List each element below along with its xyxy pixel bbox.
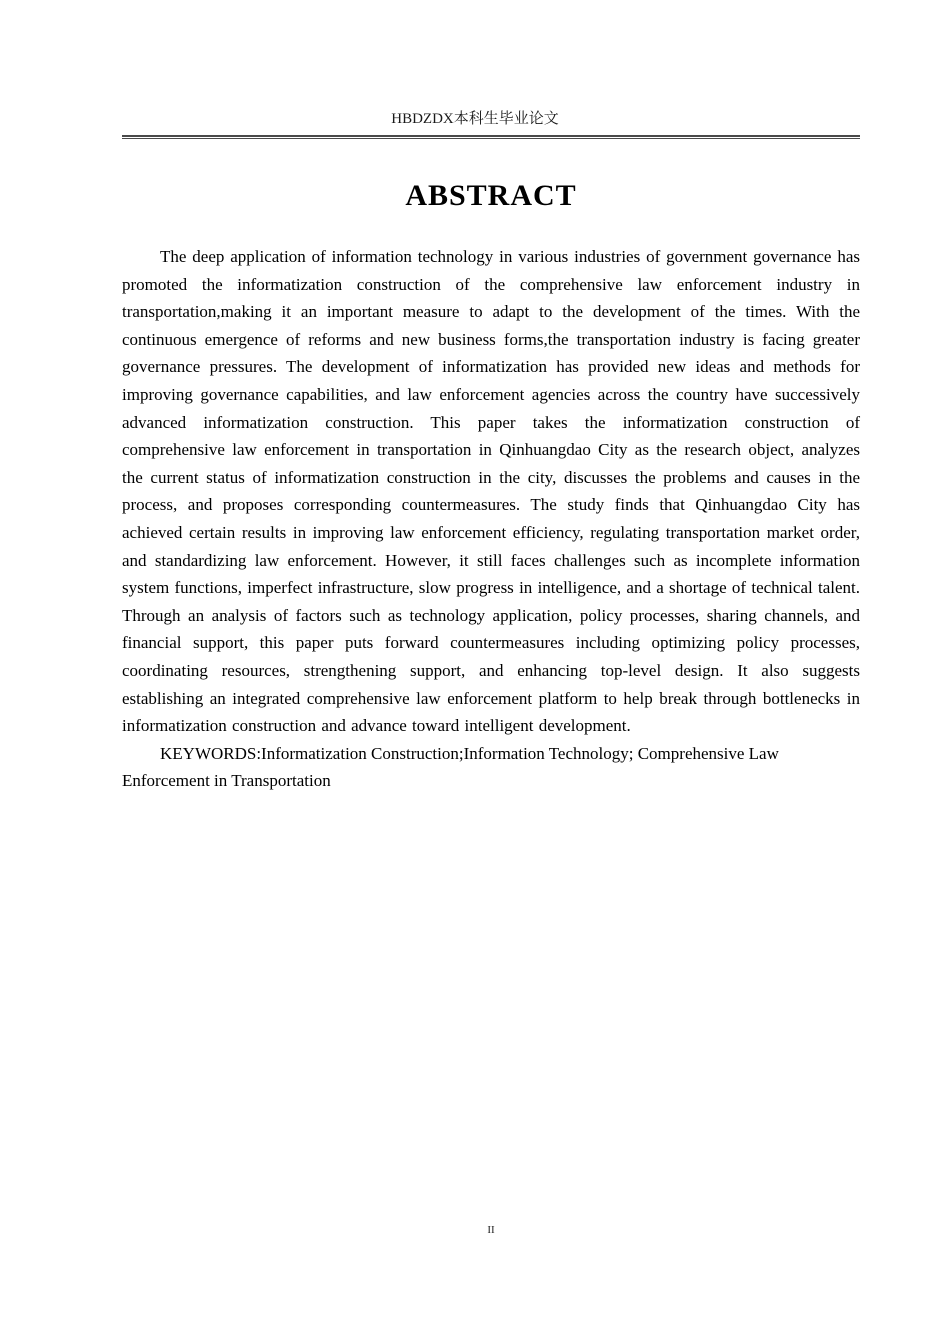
page-footer xyxy=(122,1224,860,1236)
header-double-rule xyxy=(122,135,860,139)
abstract-paragraph: The deep application of information technology in various industries of government governance has promoted the informatization construction of the comprehensive law enforcement industry in transportation,making it an important measure to adapt to the development of the times. With the continuous emergence of reforms and new business forms,the transportation industry is facing greater governance pressures. The development of informatization has provided new ideas and methods for improving governance capabilities, and law enforcement agencies across the country have successively advanced informatization construction. This paper takes the informatization construction of comprehensive law enforcement in transportation in Qinhuangdao City as the research object, analyzes the current status of informatization construction in the city, discusses the problems and causes in the process, and proposes corresponding countermeasures. The study finds that Qinhuangdao City has achieved certain results in improving law enforcement efficiency, regulating transportation market order, and standardizing law enforcement. However, it still faces challenges such as incomplete information system functions, imperfect infrastructure, slow progress in intelligence, and a shortage of technical talent. Through an analysis of factors such as technology application, policy processes, sharing channels, and financial support, this paper puts forward countermeasures including optimizing policy processes, coordinating resources, strengthening support, and enhancing top-level design. It also suggests establishing an integrated comprehensive law enforcement platform to help break through bottlenecks in informatization construction and advance toward intelligent development. xyxy=(122,247,860,736)
running-header-title: HBDZDX本科生毕业论文 xyxy=(391,111,559,127)
page-title: ABSTRACT xyxy=(405,179,577,212)
abstract-body xyxy=(122,243,860,795)
keywords-paragraph: KEYWORDS:Informatization Construction;Information Technology; Comprehensive Law Enforcement in Transportation xyxy=(122,743,779,791)
page-number: II xyxy=(487,1224,495,1236)
